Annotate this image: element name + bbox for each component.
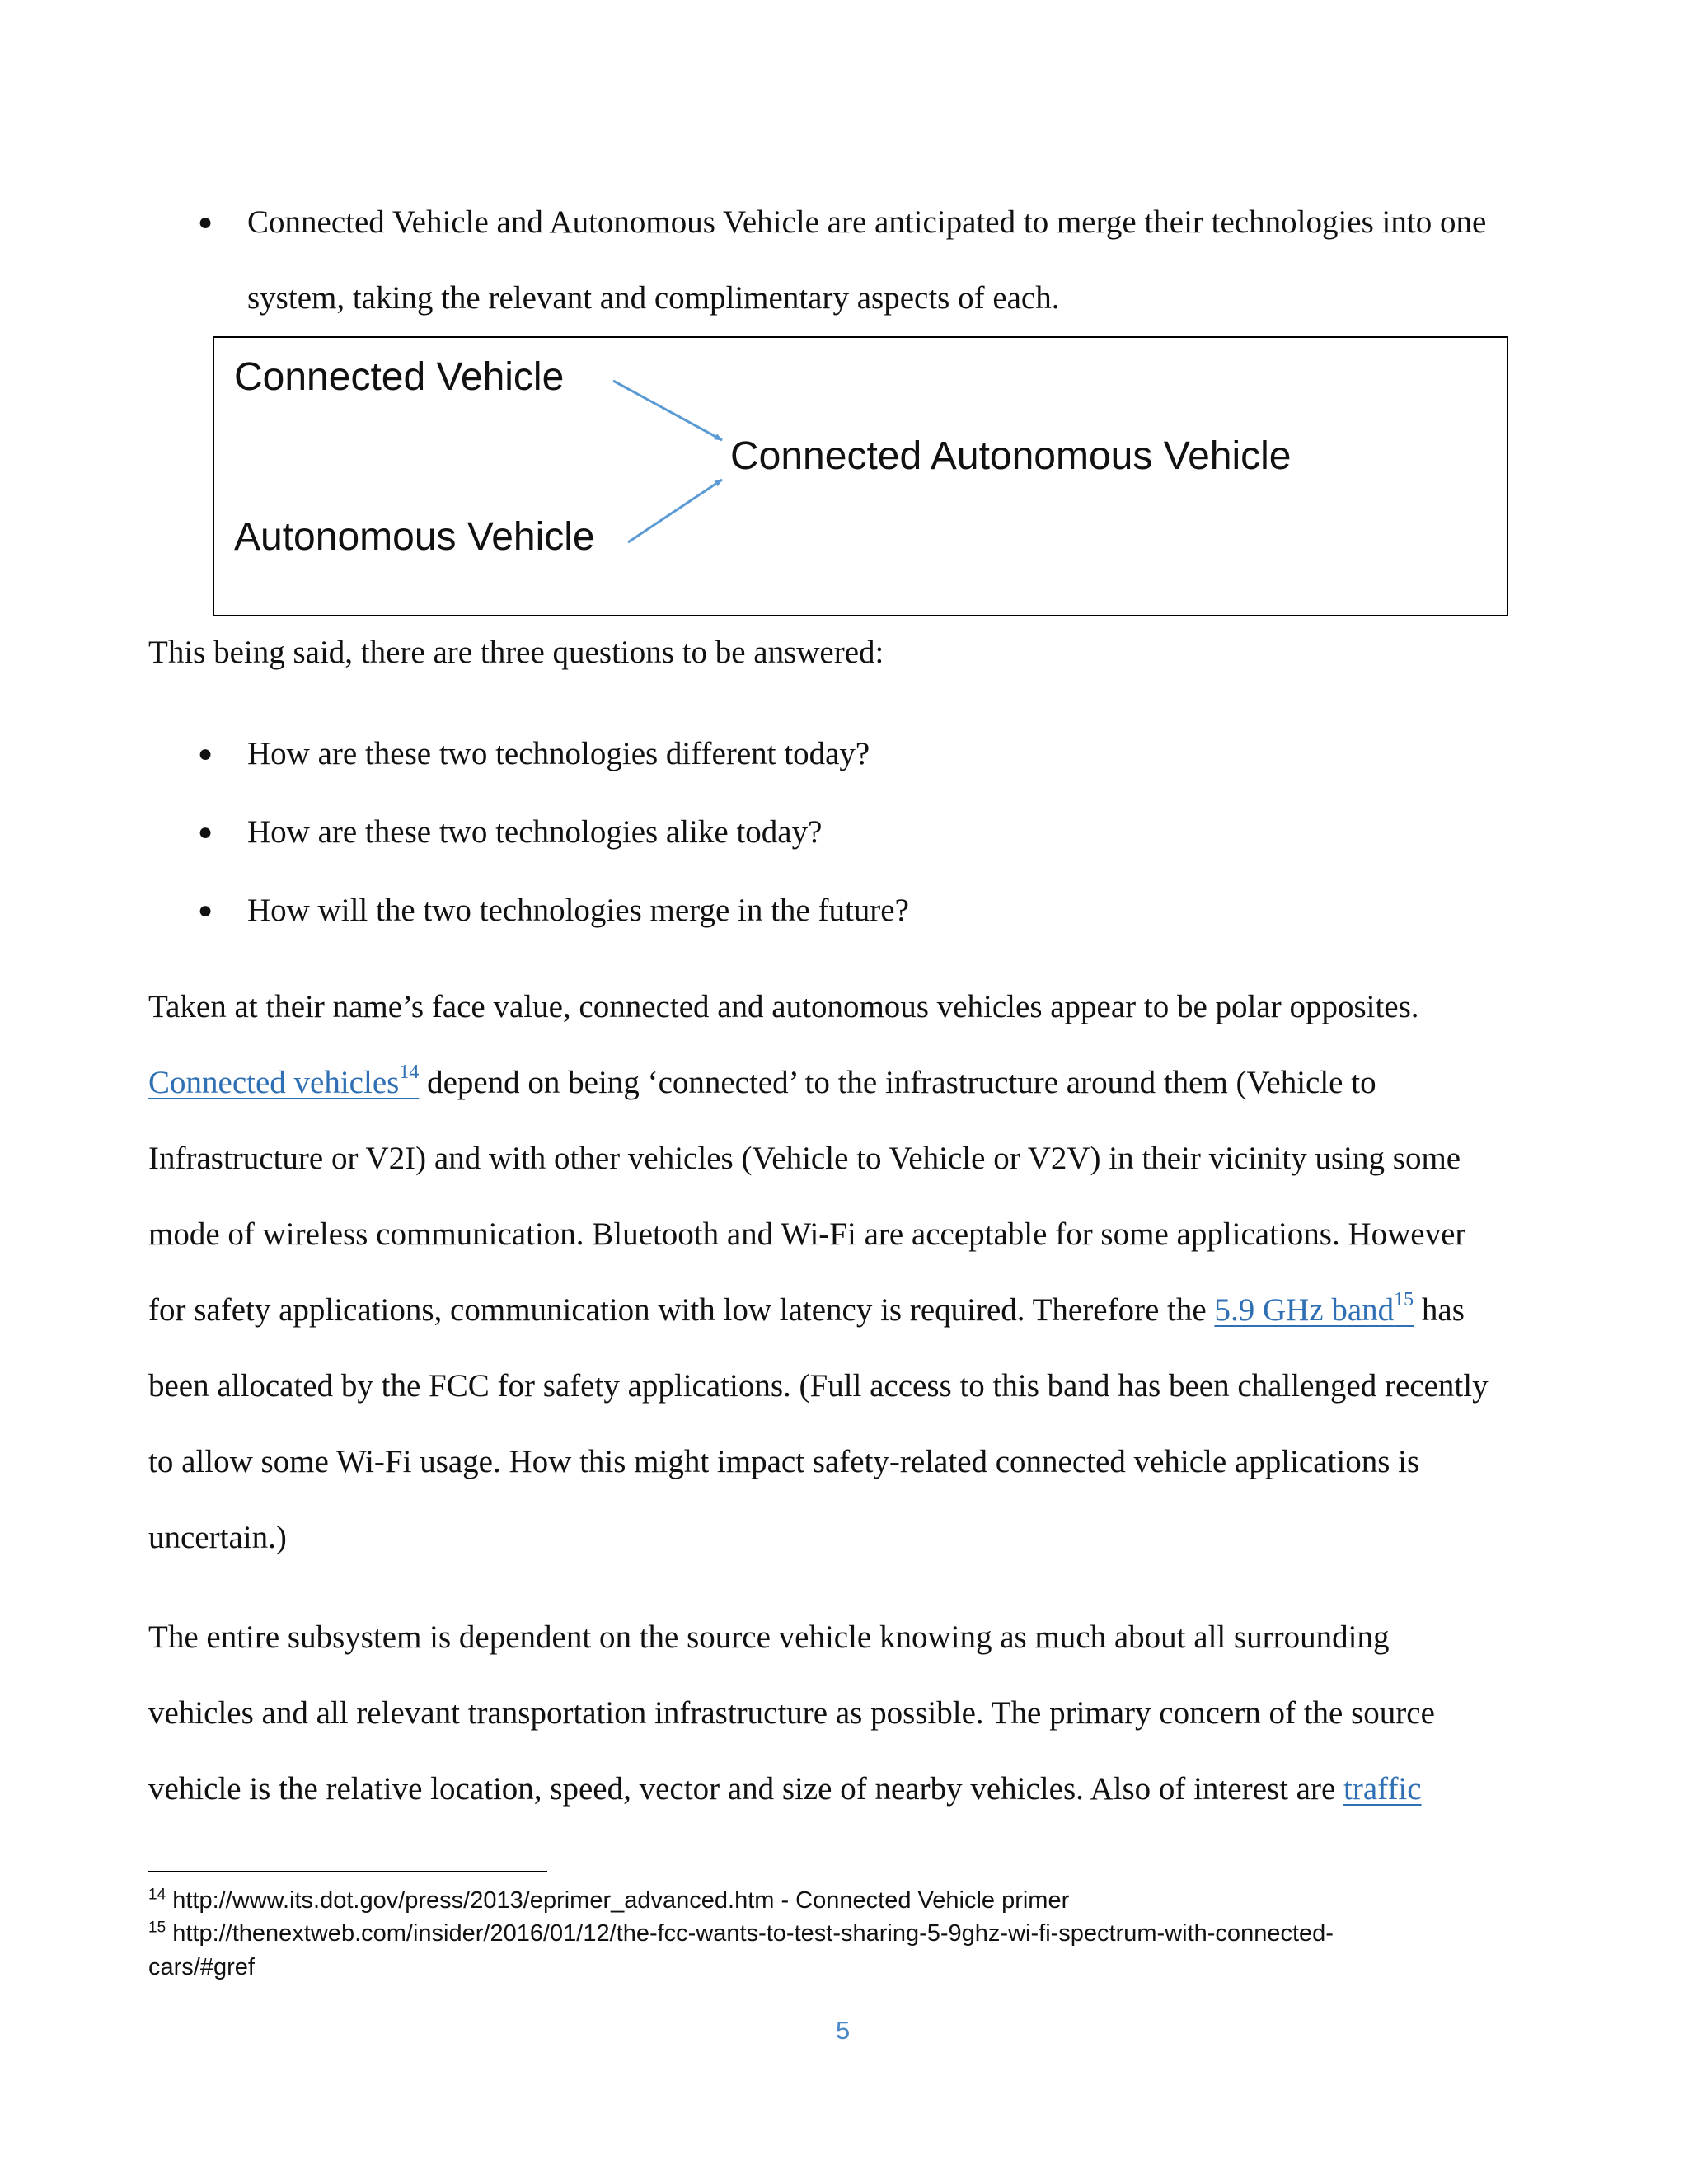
para2-line-1: The entire subsystem is dependent on the source vehicle knowing as much about all surrounding xyxy=(148,1619,1390,1655)
connected-autonomous-vehicle-label: Connected Autonomous Vehicle xyxy=(730,434,1292,478)
footnote-15-text: http://thenextweb.com/insider/2016/01/12/the-fcc-wants-to-test-sharing-5-9ghz-wi-fi-spectrum-with-connected- xyxy=(166,1920,1334,1947)
bullet-dot: ● xyxy=(198,897,213,924)
question-2: How are these two technologies alike today? xyxy=(247,814,823,850)
questions-intro: This being said, there are three questions to be answered: xyxy=(148,635,884,670)
traffic-link[interactable]: traffic xyxy=(1343,1771,1422,1807)
para1-line-1: Taken at their name’s face value, connected and autonomous vehicles appear to be polar opposites. xyxy=(148,989,1419,1024)
para1-line-5: for safety applications, communication with low latency is required. Therefore the 5.9 GHz band$^{15}$ has xyxy=(148,1289,1465,1328)
bullet-dot: ● xyxy=(198,209,213,236)
footnote-14: $^{14}$ http://www.its.dot.gov/press/2013/eprimer_advanced.htm - Connected Vehicle primer xyxy=(148,1886,1070,1914)
arrow-bottom xyxy=(628,480,722,542)
footnote-15: $^{15}$ http://thenextweb.com/insider/2016/01/12/the-fcc-wants-to-test-sharing-5-9ghz-wi-fi-spectrum-with-connected- xyxy=(148,1919,1334,1947)
para2-line-3: vehicle is the relative location, speed, vector and size of nearby vehicles. Also of interest are traffic xyxy=(148,1771,1422,1807)
ghz-band-link[interactable]: 5.9 GHz band$^{15}$ xyxy=(1214,1289,1414,1328)
para1-line-7: to allow some Wi-Fi usage. How this might impact safety-related connected vehicle applications is xyxy=(148,1444,1420,1479)
para1-line-2: Connected vehicles$^{14}$ depend on being ‘connected’ to the infrastructure around them (Vehicle to xyxy=(148,1062,1376,1100)
para2-line-2: vehicles and all relevant transportation infrastructure as possible. The primary concern of the source xyxy=(148,1695,1435,1731)
footnote-separator xyxy=(148,1871,547,1872)
connected-vehicle-label: Connected Vehicle xyxy=(234,355,565,399)
bullet-dot: ● xyxy=(198,740,213,767)
footnote-ref-14: 14 xyxy=(399,1062,420,1083)
intro-bullet-line-2: system, taking the relevant and complimentary aspects of each. xyxy=(247,280,1060,316)
para1-line-6: been allocated by the FCC for safety applications. (Full access to this band has been challenged recently xyxy=(148,1368,1489,1404)
intro-bullet-line-1: Connected Vehicle and Autonomous Vehicle are anticipated to merge their technologies into one xyxy=(247,204,1487,240)
autonomous-vehicle-label: Autonomous Vehicle xyxy=(234,515,595,559)
footnote-ref-15: 15 xyxy=(1394,1289,1414,1310)
question-1: How are these two technologies different today? xyxy=(247,736,870,771)
para1-line-4: mode of wireless communication. Bluetooth and Wi-Fi are acceptable for some applications. However xyxy=(148,1216,1466,1252)
arrow-top xyxy=(613,381,722,440)
merge-diagram xyxy=(213,336,1508,616)
footnote-14-text: http://www.its.dot.gov/press/2013/eprimer_advanced.htm - Connected Vehicle primer xyxy=(166,1887,1070,1914)
question-3: How will the two technologies merge in the future? xyxy=(247,893,909,928)
para1-line-8: uncertain.) xyxy=(148,1520,287,1555)
bullet-dot: ● xyxy=(198,818,213,846)
page-number: 5 xyxy=(836,2016,851,2045)
connected-vehicles-link[interactable]: Connected vehicles$^{14}$ xyxy=(148,1062,420,1100)
merge-arrows xyxy=(214,338,1510,618)
footnote-15-continued: cars/#gref xyxy=(148,1954,255,1980)
para1-line-3: Infrastructure or V2I) and with other vehicles (Vehicle to Vehicle or V2V) in their vicinity using some xyxy=(148,1141,1461,1176)
